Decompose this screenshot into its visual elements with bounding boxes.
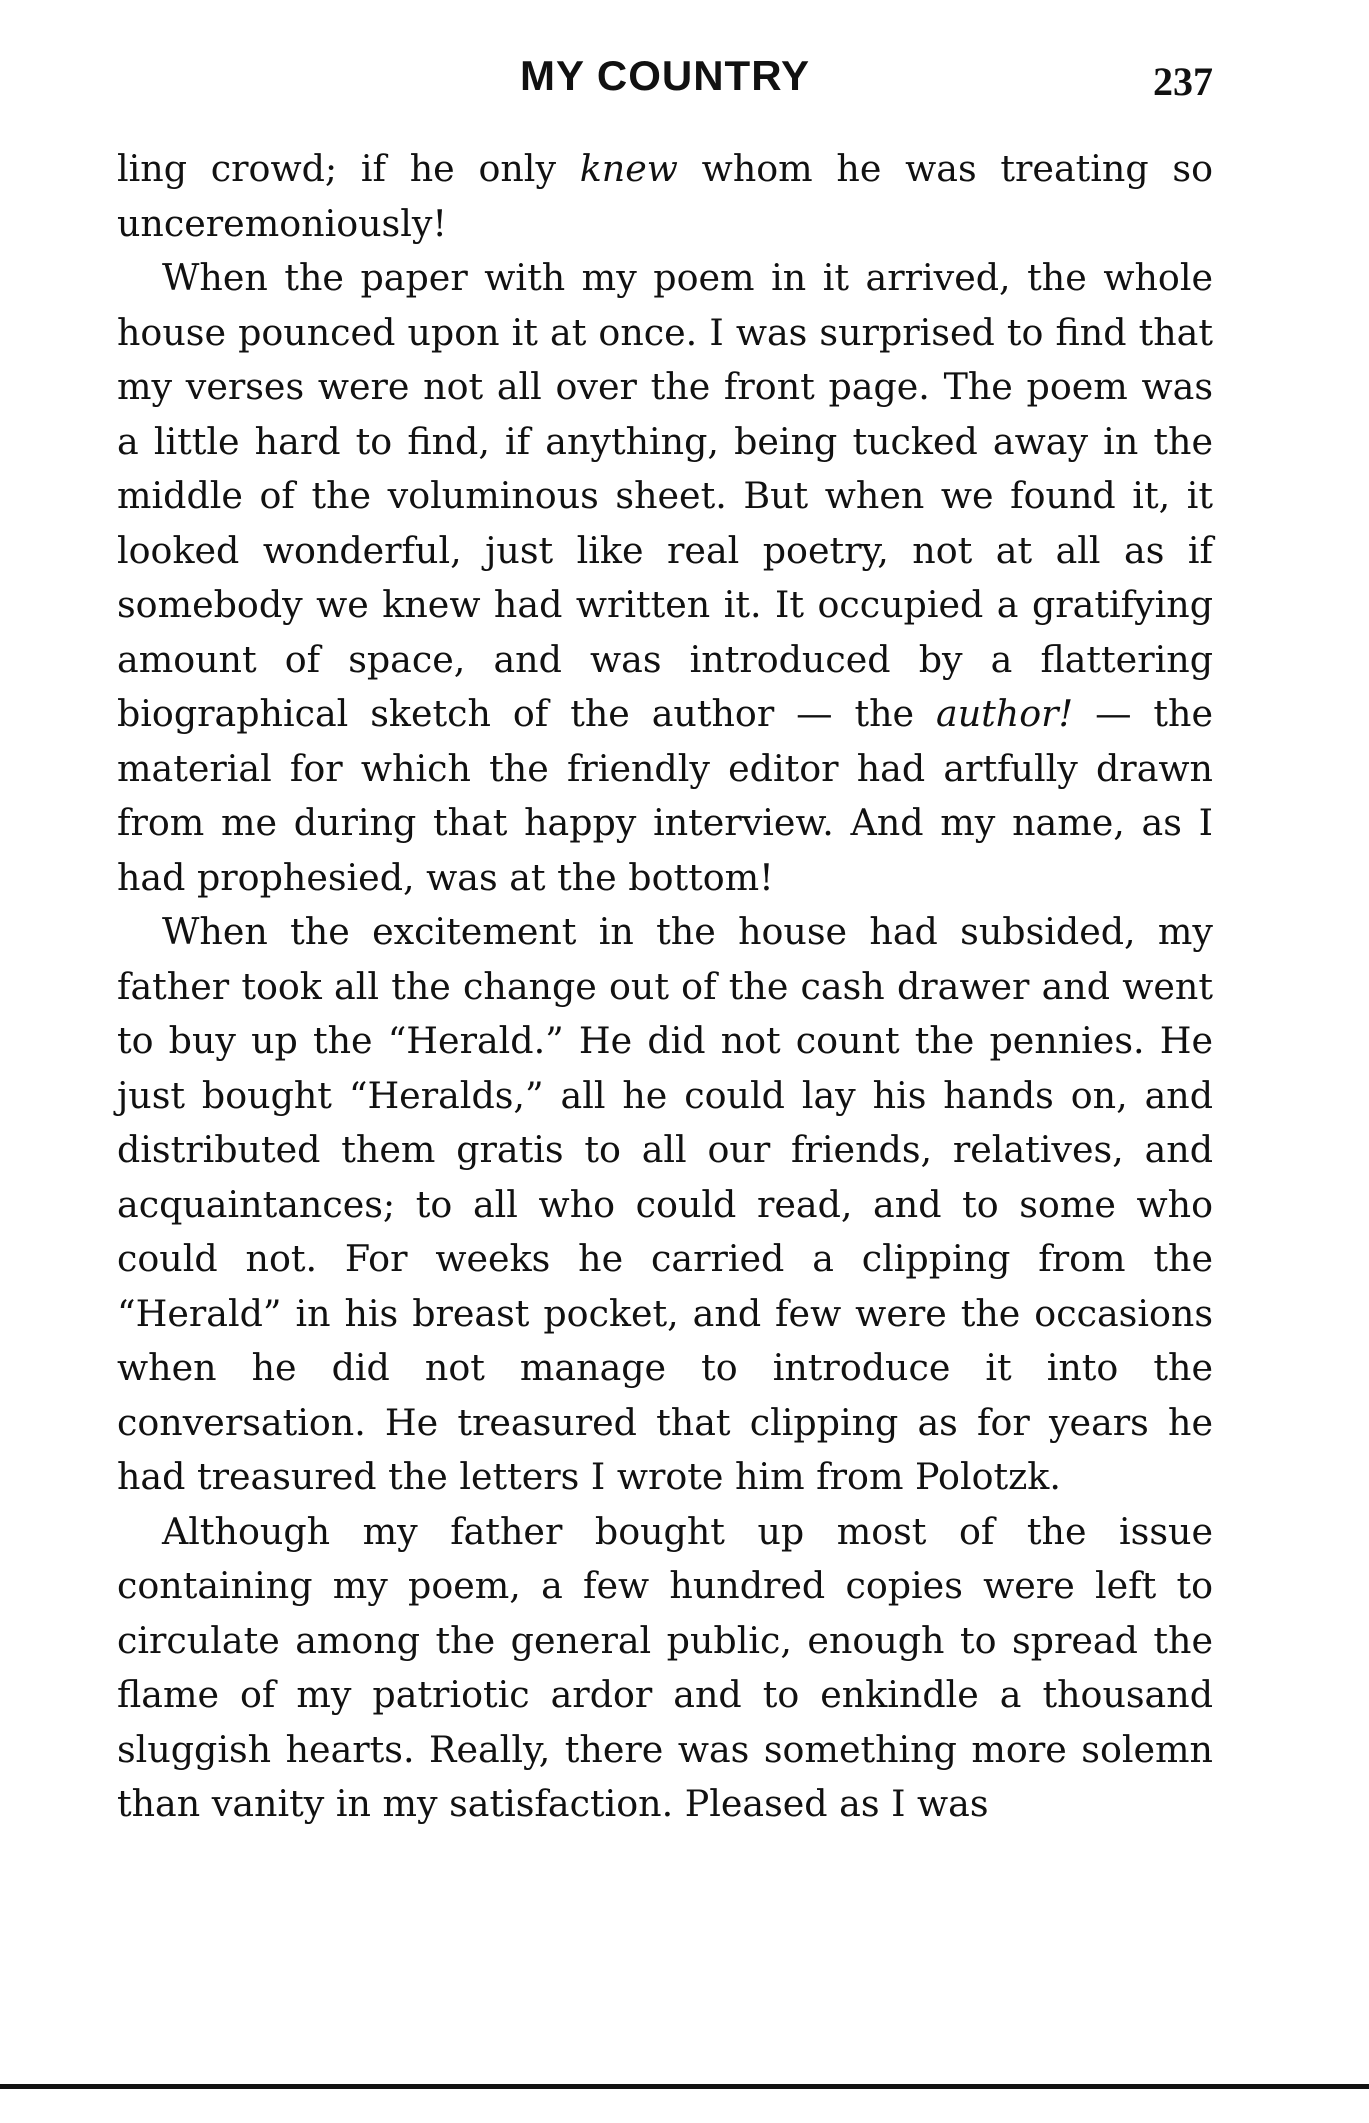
italic-emphasis: author! (936, 692, 1074, 735)
bottom-rule (0, 2084, 1369, 2089)
text-segment: When the paper with my poem in it arrived, the whole house pounced upon it at once. I was surprised to find that my verses were not all over the front page. The poem was a little hard to find, if anything, being tucked away in the middle of the voluminous sheet. But when we found it, it looked wonderful, just like real poetry, not at all as if somebody we knew had written it. It occupied a gratifying amount of space, and was introduced by a flattering biographical sketch of the author — the (117, 256, 1213, 735)
running-head: MY COUNTRY (519, 52, 810, 99)
page-number: 237 (1153, 59, 1213, 104)
body-text (117, 142, 1213, 1832)
text-segment: ling crowd; if he only (117, 147, 580, 190)
paragraph-continuation (117, 142, 1213, 251)
paragraph (117, 1505, 1213, 1832)
text-segment: — the material for which the friendly editor had artfully drawn from me during that happy interview. And my name, as I had prophesied, was at the bottom! (117, 692, 1214, 899)
paragraph (117, 905, 1213, 1505)
text-segment: whom he was treating so unceremoniously! (117, 147, 1213, 245)
page-header (117, 52, 1213, 112)
text-segment: When the excitement in the house had subsided, my father took all the change out of the cash drawer and went to buy up the “Herald.” He did not count the pennies. He just bought “Heralds,” all he could lay his hands on, and distributed them gratis to all our friends, relatives, and acquaintances; to all who could read, and to some who could not. For weeks he carried a clipping from the “Herald” in his breast pocket, and few were the occasions when he did not manage to introduce it into the conversation. He treasured that clipping as for years he had treasured the letters I wrote him from Polotzk. (117, 910, 1213, 1498)
paragraph (117, 251, 1213, 905)
text-segment: Although my father bought up most of the issue containing my poem, a few hundred copies were left to circulate among the general public, enough to spread the flame of my patriotic ardor and to enkindle a thousand sluggish hearts. Really, there was something more solemn than vanity in my satisfaction. Pleased as I was (117, 1509, 1213, 1825)
italic-emphasis: knew (579, 147, 678, 190)
